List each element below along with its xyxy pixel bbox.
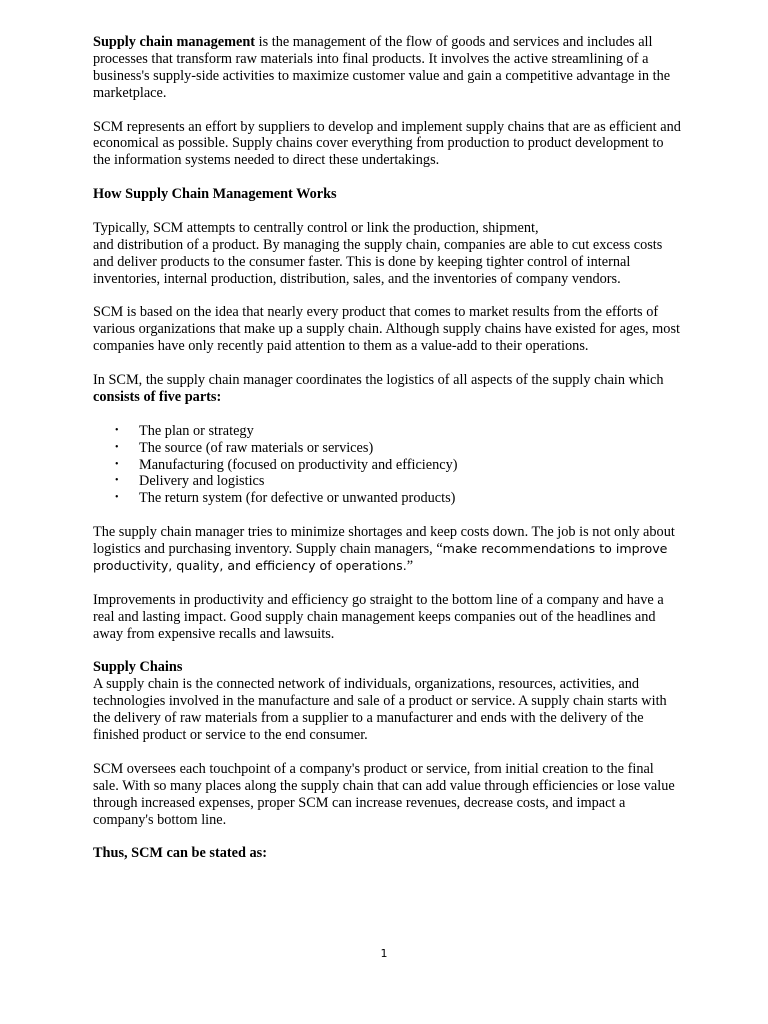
manager-text: The supply chain manager tries to minimize shortages and keep costs down. The job is not only about logistics and purchasing inventory. Supply chain managers, “ (93, 524, 675, 558)
list-item (93, 490, 683, 507)
manager-quote-close: ” (406, 557, 414, 574)
list-item (93, 440, 683, 457)
intro-term: Supply chain management (93, 34, 256, 50)
list-item (93, 457, 683, 474)
coordinates-text: In SCM, the supply chain manager coordinates the logistics of all aspects of the supply chain which (93, 372, 664, 389)
intro-definition: is the management of the flow of goods and services and includes all processes that transform raw materials into final products. It involves the active streamlining of a business's supply-side activities to maximize customer value and gain a competitive advantage in the marketplace. (93, 34, 671, 101)
list-item (93, 473, 683, 490)
intro-paragraph (93, 34, 683, 102)
bullet-icon: • (115, 492, 119, 504)
bullet-icon: • (115, 475, 119, 487)
how-scm-works-heading: How Supply Chain Management Works (93, 186, 337, 203)
bullet-icon: • (115, 424, 119, 436)
coordinates-paragraph (93, 372, 683, 406)
page-number: 1 (380, 947, 388, 960)
manager-quote: make recommendations to improve productivity, quality, and efficiency of operations. (93, 541, 668, 573)
list-item-text: The source (of raw materials or services) (139, 439, 374, 456)
manager-paragraph (93, 524, 683, 575)
list-item-text: The return system (for defective or unwanted products) (139, 490, 456, 507)
supply-chains-heading: Supply Chains (93, 659, 183, 676)
five-parts-list (93, 423, 683, 508)
thus-heading: Thus, SCM can be stated as: (93, 845, 267, 862)
oversees-paragraph: SCM oversees each touchpoint of a company's product or service, from initial creation to the final sale. With so many places along the supply chain that can add value through efficiencies or lose value through increased expenses, proper SCM can increase revenues, decrease costs, and impact a company's bottom line. (93, 760, 675, 828)
bullet-icon: • (115, 458, 119, 470)
how-scm-works-rest: and distribution of a product. By managing the supply chain, companies are able to cut excess costs and deliver products to the consumer faster. This is done by keeping tighter control of internal inventories, internal production, distribution, sales, and the inventories of company vendors. (93, 236, 663, 287)
document-page (93, 34, 683, 862)
coordinates-bold: consists of five parts: (93, 388, 222, 405)
bullet-icon: • (115, 441, 119, 453)
scm-represents-paragraph: SCM represents an effort by suppliers to develop and implement supply chains that are as efficient and economical as possible. Supply chains cover everything from production to product development to the information systems needed to direct these undertakings. (93, 118, 681, 169)
supply-chains-paragraph: A supply chain is the connected network of individuals, organizations, resources, activities, and technologies involved in the manufacture and sale of a product or service. A supply chain starts with the delivery of raw materials from a supplier to a manufacturer and ends with the delivery of the finished product or service to the end consumer. (93, 676, 667, 744)
how-scm-works-paragraph (93, 220, 683, 288)
list-item-text: Manufacturing (focused on productivity and efficiency) (139, 456, 458, 473)
list-item-text: The plan or strategy (139, 422, 254, 439)
how-scm-works-line-1: Typically, SCM attempts to centrally control or link the production, shipment, (93, 219, 539, 236)
scm-based-paragraph: SCM is based on the idea that nearly every product that comes to market results from the efforts of various organizations that make up a supply chain. Although supply chains have existed for ages, most companies have only recently paid attention to them as a value-add to their operations. (93, 304, 680, 355)
improvements-paragraph: Improvements in productivity and efficiency go straight to the bottom line of a company and have a real and lasting impact. Good supply chain management keeps companies out of the headlines and away from expensive recalls and lawsuits. (93, 591, 664, 642)
list-item (93, 423, 683, 440)
list-item-text: Delivery and logistics (139, 473, 265, 490)
